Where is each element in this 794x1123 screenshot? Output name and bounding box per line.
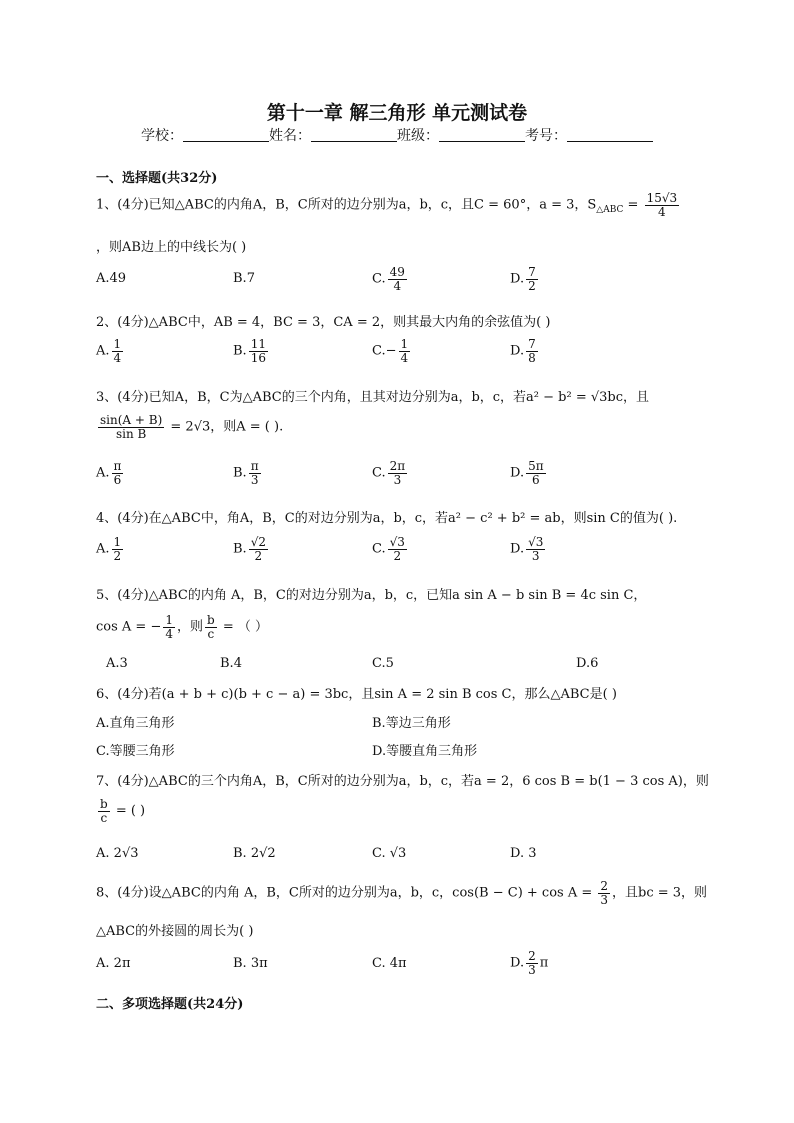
question-1-options [96,266,716,300]
numerator: sin(A + B) [100,413,163,427]
denominator: 6 [113,472,122,487]
option-label: A. [96,716,110,731]
section-title-multiple-choice: 二、多项选择题(共24分) [96,997,244,1012]
numerator: π [250,459,259,473]
option-label: A. [96,846,110,861]
question-3-options [96,460,716,494]
option-label: B. [233,541,247,557]
question-6-stem: 6、(4分)若(a + b + c)(b + c − a) = 3bc，且sin A = 2 sin B cos C，那么△ABC是( ) [96,687,617,702]
question-7-stem-line-2 [96,798,145,824]
denominator: 2 [528,278,536,293]
school-label: 学校： [141,128,183,144]
numerator: 1 [113,337,122,351]
option-label: B. [233,271,247,286]
q2-option-c[interactable] [372,338,412,364]
question-6-options-row-1 [96,712,716,730]
denominator: 3 [531,548,540,563]
option-fraction [249,338,268,364]
class-label: 班级： [397,128,439,144]
option-text: 4π [389,956,407,971]
q1-option-a[interactable] [96,271,126,286]
numerator: b [207,613,215,627]
page-title: 第十一章 解三角形 单元测试卷 [266,102,528,124]
q8-option-d[interactable] [510,950,548,976]
option-label: B. [233,343,247,359]
question-8-stem-line-2: △ABC的外接圆的周长为( ) [96,924,254,939]
option-label: D. [510,271,525,287]
q5-cos-fraction [163,614,175,640]
question-4-options [96,536,716,570]
q2-option-a[interactable] [96,338,125,364]
name-label: 姓名： [269,128,311,144]
q3-option-d[interactable] [510,460,548,486]
numerator: 7 [528,265,536,279]
option-fraction [249,460,261,486]
question-8-options [96,950,716,984]
q5-stem-tail: = （ ） [218,619,268,635]
q7-option-b[interactable] [233,846,276,861]
numerator: π [113,459,122,473]
q7-option-c[interactable] [372,846,406,861]
option-label: C. [372,656,386,671]
q3-option-a[interactable] [96,460,125,486]
q4-option-b[interactable] [233,536,270,562]
option-label: C. [372,956,386,971]
q6-option-d[interactable] [372,740,477,759]
option-suffix: π [539,955,549,971]
q8-option-b[interactable] [233,956,268,971]
question-5-stem-line-2 [96,614,268,640]
q3-option-c[interactable] [372,460,409,486]
option-text: 等腰三角形 [109,744,175,759]
option-label: B. [220,656,234,671]
option-label: D. [372,744,387,759]
q3-option-b[interactable] [233,460,263,486]
q5-option-c[interactable] [372,656,394,671]
denominator: 8 [528,350,536,365]
number-blank[interactable] [567,127,653,142]
denominator: sin B [115,426,147,441]
q8-stem-text: 8、(4分)设△ABC的内角 A，B，C所对的边分别为a，b，c，cos(B − C) + cos A = [96,885,597,901]
q7-option-a[interactable] [96,846,139,861]
numerator: 2π [389,459,406,473]
option-label: C. [372,541,386,557]
option-text: 7 [246,271,255,286]
denominator: 4 [400,350,409,365]
class-blank[interactable] [439,127,525,142]
option-fraction [112,536,124,562]
option-label: D. [510,846,525,861]
question-5-stem-line-1: 5、(4分)△ABC的内角 A，B，C的对边分别为a，b，c，已知a sin A − b sin B = 4c sin C， [96,588,647,603]
option-label: A. [96,271,110,286]
section-title-single-choice: 一、选择题(共32分) [96,171,218,186]
denominator: c [207,626,215,641]
denominator: 2 [254,548,263,563]
option-sign: − [385,343,397,359]
q6-option-b[interactable] [372,712,451,731]
option-label: C. [96,744,110,759]
option-label: C. [372,343,386,359]
denominator: 2 [393,548,402,563]
question-7-options [96,846,716,864]
option-fraction [399,338,411,364]
q5-ratio-fraction [205,614,217,640]
q4-option-c[interactable] [372,536,409,562]
denominator: 16 [250,350,266,365]
numerator: b [100,797,108,811]
q6-option-a[interactable] [96,712,175,731]
number-label: 考号： [525,128,567,144]
numerator: 7 [528,337,536,351]
q8-option-c[interactable] [372,956,407,971]
question-1-stem-line-1 [96,192,681,218]
option-label: C. [372,846,386,861]
option-fraction [526,338,538,364]
option-label: A. [106,656,120,671]
q7-option-d[interactable] [510,846,537,861]
numerator: √3 [389,535,405,549]
option-label: B. [233,465,247,481]
q5-option-b[interactable] [220,656,242,671]
option-text: 3 [528,846,537,861]
denominator: c [100,810,108,825]
option-label: D. [510,343,525,359]
denominator: 3 [250,472,259,487]
numerator: √2 [250,535,266,549]
q1-area-denominator: 4 [658,204,666,219]
option-text: 2π [113,956,131,971]
option-label: A. [96,465,110,481]
q5-cos-prefix: cos A = − [96,619,162,635]
option-text: 直角三角形 [109,716,175,731]
question-1-stem-line-2: ，则AB边上的中线长为( ) [96,240,247,255]
q1-stem-text: 1、(4分)已知△ABC的内角A，B，C所对的边分别为a，b，c，且C = 60°，a = 3，S [96,197,597,213]
option-label: C. [372,271,386,287]
q6-option-c[interactable] [96,740,175,759]
option-fraction [249,536,268,562]
question-3-stem-line-1: 3、(4分)已知A，B，C为△ABC的三个内角，且其对边分别为a，b，c，若a² − b² = √3bc，且 [96,390,650,405]
option-fraction [388,460,408,486]
option-label: B. [233,956,247,971]
question-3-stem-line-2 [96,414,283,440]
q1-option-c[interactable] [372,266,409,292]
denominator: 3 [528,962,536,977]
option-fraction [388,266,407,292]
option-label: D. [510,955,525,971]
q8-option-a[interactable] [96,956,131,971]
option-label: B. [372,716,386,731]
student-info-line [0,125,794,145]
option-text: √3 [389,846,407,861]
q1-area-subscript: △ABC [596,205,624,216]
option-fraction [526,266,538,292]
option-text: 5 [385,656,394,671]
question-5-options [96,656,716,674]
q4-option-d[interactable] [510,536,547,562]
denominator: 3 [393,472,402,487]
numerator: √3 [528,535,544,549]
option-label: B. [233,846,247,861]
option-fraction [112,338,124,364]
option-text: 等边三角形 [385,716,451,731]
question-7-stem-line-1: 7、(4分)△ABC的三个内角A，B，C所对的边分别为a，b，c，若a = 2，6 cos B = b(1 − 3 cos A)，则 [96,774,709,789]
option-label: A. [96,541,110,557]
question-8-stem-line-1 [96,880,707,906]
q3-sine-fraction [98,414,164,440]
q2-option-d[interactable] [510,338,540,364]
denominator: 4 [393,278,402,293]
q7-stem-tail: = ( ) [111,803,146,819]
question-4-stem: 4、(4分)在△ABC中，角A，B，C的对边分别为a，b，c，若a² − c² + b² = ab，则sin C的值为( ). [96,511,678,526]
question-6-options-row-2 [96,740,716,758]
option-text: 等腰直角三角形 [386,744,478,759]
denominator: 4 [165,626,173,641]
option-fraction [526,460,546,486]
q1-equals: = [623,197,643,213]
numerator: 5π [528,459,544,473]
option-fraction [526,536,545,562]
option-fraction [388,536,407,562]
numerator: 11 [250,337,266,351]
option-fraction [526,950,538,976]
option-label: D. [576,656,591,671]
q4-option-a[interactable] [96,536,125,562]
numerator: 1 [400,337,409,351]
option-fraction [112,460,124,486]
q8-stem-tail: ，且bc = 3，则 [612,885,708,901]
option-text: 4 [233,656,242,671]
q2-option-b[interactable] [233,338,270,364]
numerator: 1 [113,535,122,549]
question-2-stem: 2、(4分)△ABC中，AB = 4，BC = 3，CA = 2，则其最大内角的余弦值为( ) [96,315,551,330]
option-text: 6 [590,656,599,671]
option-label: C. [372,465,386,481]
q3-stem-tail: = 2√3，则A = ( ). [166,419,284,435]
denominator: 2 [113,548,122,563]
denominator: 3 [600,892,609,907]
q8-fraction [598,880,610,906]
numerator: 1 [165,613,173,627]
denominator: 4 [113,350,122,365]
q1-area-numerator: 15√3 [646,191,678,205]
option-text: 3π [250,956,268,971]
name-blank[interactable] [311,127,397,142]
q1-area-fraction [645,192,680,218]
q1-option-b[interactable] [233,271,255,286]
q1-option-d[interactable] [510,266,540,292]
numerator: 2 [600,879,609,893]
school-blank[interactable] [183,127,269,142]
q5-option-a[interactable] [106,656,128,671]
option-label: A. [96,956,110,971]
option-label: D. [510,541,525,557]
q5-stem-mid: ，则 [177,619,204,635]
option-text: 3 [119,656,128,671]
option-label: D. [510,465,525,481]
option-text: 2√3 [113,846,139,861]
denominator: 6 [532,472,540,487]
option-text: 49 [109,271,127,286]
question-2-options [96,338,716,372]
q5-option-d[interactable] [576,656,598,671]
option-label: A. [96,343,110,359]
numerator: 2 [528,949,536,963]
numerator: 49 [389,265,405,279]
option-text: 2√2 [250,846,276,861]
q7-ratio-fraction [98,798,110,824]
